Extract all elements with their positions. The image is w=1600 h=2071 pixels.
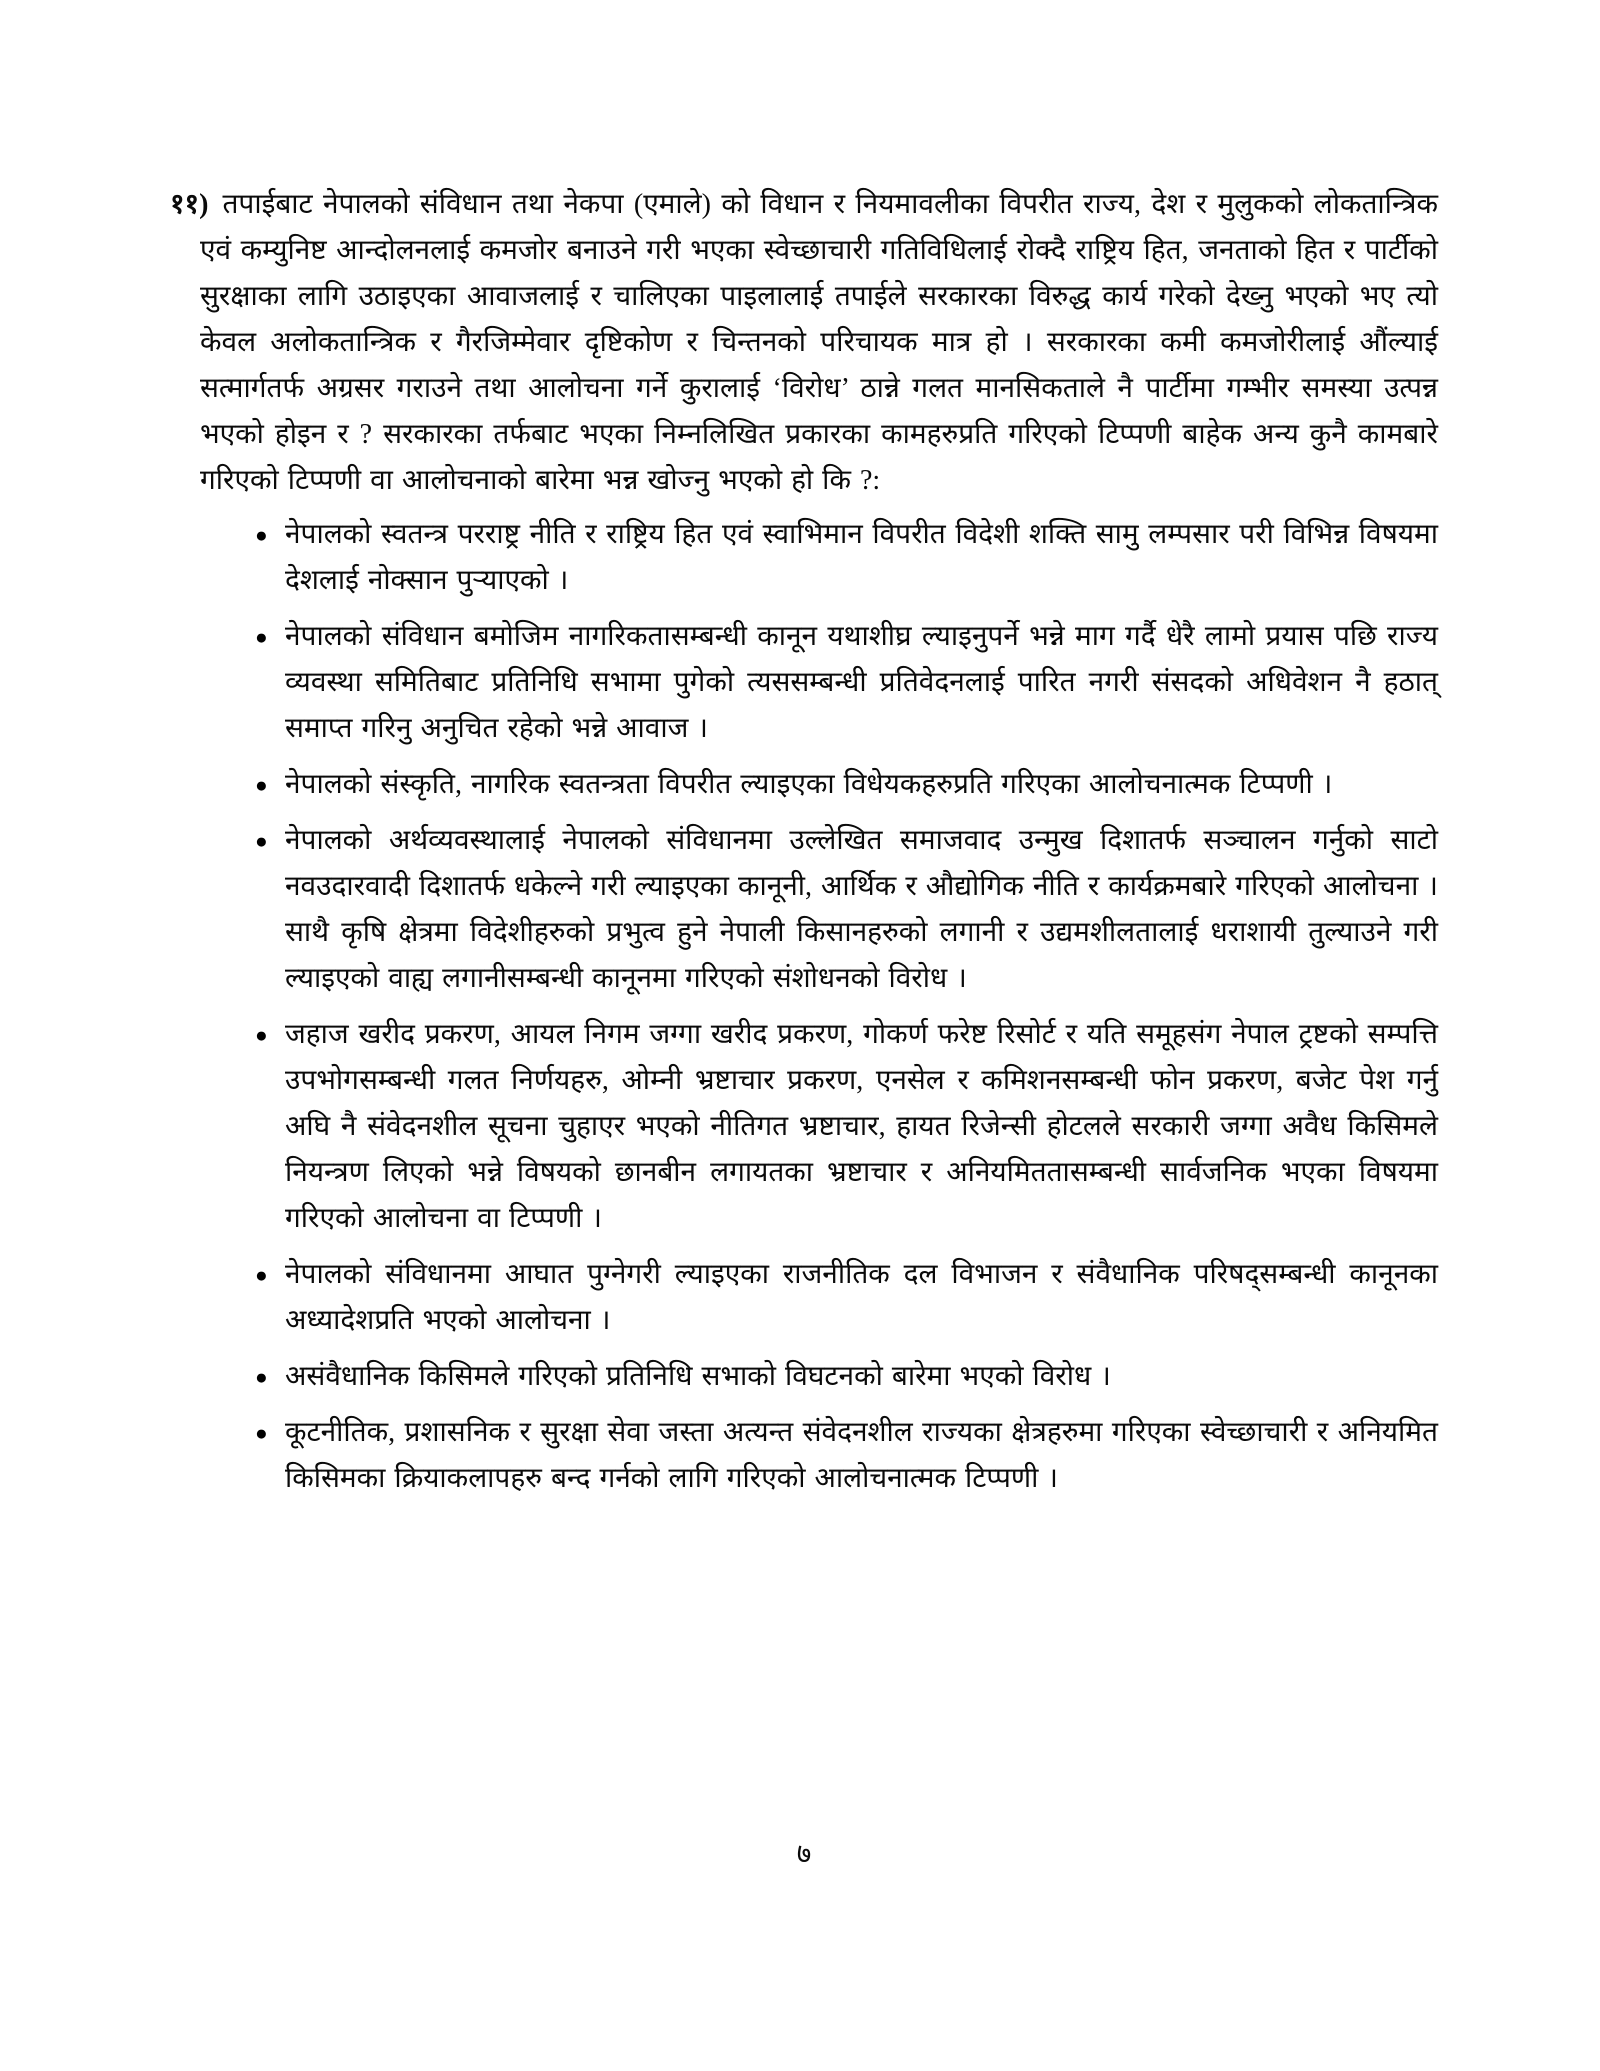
bullet-list	[170, 512, 1438, 1502]
item-number: ११)	[170, 189, 209, 220]
bullet-text: जहाज खरीद प्रकरण, आयल निगम जग्गा खरीद प्रकरण, गोकर्ण फरेष्ट रिसोर्ट र यति समूहसंग नेपाल ट्रष्टको सम्पत्ति उपभोगसम्बन्धी गलत निर्णयहरु, ओम्नी भ्रष्टाचार प्रकरण, एनसेल र कमिशनसम्बन्धी फोन प्रकरण, बजेट पेश गर्नु अघि नै संवेदनशील सूचना चुहाएर भएको नीतिगत भ्रष्टाचार, हायत रिजेन्सी होटलले सरकारी जग्गा अवैध किसिमले नियन्त्रण लिएको भन्ने विषयको छानबीन लगायतका भ्रष्टाचार र अनियमिततासम्बन्धी सार्वजनिक भएका विषयमा गरिएको आलोचना वा टिप्पणी ।	[285, 1019, 1438, 1234]
list-item	[255, 614, 1438, 752]
document-content	[170, 182, 1438, 1512]
list-item	[255, 1012, 1438, 1242]
bullet-icon: ●	[255, 829, 268, 853]
bullet-text: नेपालको संविधानमा आघात पुग्नेगरी ल्याइएका राजनीतिक दल विभाजन र संवैधानिक परिषद्सम्बन्धी कानूनका अध्यादेशप्रति भएको आलोचना ।	[285, 1259, 1438, 1336]
bullet-text: कूटनीतिक, प्रशासनिक र सुरक्षा सेवा जस्ता अत्यन्त संवेदनशील राज्यका क्षेत्रहरुमा गरिएका स्वेच्छाचारी र अनियमित किसिमका क्रियाकलापहरु बन्द गर्नको लागि गरिएको आलोचनात्मक टिप्पणी ।	[285, 1417, 1438, 1494]
bullet-icon: ●	[255, 1421, 268, 1445]
bullet-icon: ●	[255, 1263, 268, 1287]
list-item	[255, 1410, 1438, 1502]
list-item	[255, 1354, 1438, 1400]
bullet-icon: ●	[255, 625, 268, 649]
bullet-text: नेपालको अर्थव्यवस्थालाई नेपालको संविधानमा उल्लेखित समाजवाद उन्मुख दिशातर्फ सञ्चालन गर्नुको साटो नवउदारवादी दिशातर्फ धकेल्ने गरी ल्याइएका कानूनी, आर्थिक र औद्योगिक नीति र कार्यक्रमबारे गरिएको आलोचना । साथै कृषि क्षेत्रमा विदेशीहरुको प्रभुत्व हुने नेपाली किसानहरुको लगानी र उद्यमशीलतालाई धराशायी तुल्याउने गरी ल्याइएको वाह्य लगानीसम्बन्धी कानूनमा गरिएको संशोधनको विरोध ।	[285, 825, 1438, 994]
page-number: ७	[796, 1839, 812, 1870]
list-item	[255, 762, 1438, 808]
bullet-icon: ●	[255, 773, 268, 797]
bullet-icon: ●	[255, 1023, 268, 1047]
list-item	[255, 1252, 1438, 1344]
bullet-text: नेपालको स्वतन्त्र परराष्ट्र नीति र राष्ट्रिय हित एवं स्वाभिमान विपरीत विदेशी शक्ति सामु लम्पसार परी विभिन्न विषयमा देशलाई नोक्सान पुऱ्याएको ।	[285, 519, 1438, 596]
bullet-text: असंवैधानिक किसिमले गरिएको प्रतिनिधि सभाको विघटनको बारेमा भएको विरोध ।	[285, 1361, 1111, 1392]
numbered-paragraph	[170, 182, 1438, 504]
bullet-icon: ●	[255, 523, 268, 547]
bullet-icon: ●	[255, 1365, 268, 1389]
bullet-text: नेपालको संस्कृति, नागरिक स्वतन्त्रता विपरीत ल्याइएका विधेयकहरुप्रति गरिएका आलोचनात्मक टिप्पणी ।	[285, 769, 1333, 800]
list-item	[255, 512, 1438, 604]
list-item	[255, 818, 1438, 1002]
paragraph-text: तपाईबाट नेपालको संविधान तथा नेकपा (एमाले) को विधान र नियमावलीका विपरीत राज्य, देश र मुलुकको लोकतान्त्रिक एवं कम्युनिष्ट आन्दोलनलाई कमजोर बनाउने गरी भएका स्वेच्छाचारी गतिविधिलाई रोक्दै राष्ट्रिय हित, जनताको हित र पार्टीको सुरक्षाका लागि उठाइएका आवाजलाई र चालिएका पाइलालाई तपाईले सरकारका विरुद्ध कार्य गरेको देख्नु भएको भए त्यो केवल अलोकतान्त्रिक र गैरजिम्मेवार दृष्टिकोण र चिन्तनको परिचायक मात्र हो । सरकारका कमी कमजोरीलाई औंल्याई सत्मार्गतर्फ अग्रसर गराउने तथा आलोचना गर्ने कुरालाई ‘विरोध’ ठान्ने गलत मानसिकताले नै पार्टीमा गम्भीर समस्या उत्पन्न भएको होइन र ? सरकारका तर्फबाट भएका निम्नलिखित प्रकारका कामहरुप्रति गरिएको टिप्पणी बाहेक अन्य कुनै कामबारे गरिएको टिप्पणी वा आलोचनाको बारेमा भन्न खोज्नु भएको हो कि ?:	[200, 189, 1438, 496]
bullet-text: नेपालको संविधान बमोजिम नागरिकतासम्बन्धी कानून यथाशीघ्र ल्याइनुपर्ने भन्ने माग गर्दै धेरै लामो प्रयास पछि राज्य व्यवस्था समितिबाट प्रतिनिधि सभामा पुगेको त्यससम्बन्धी प्रतिवेदनलाई पारित नगरी संसदको अधिवेशन नै हठात् समाप्त गरिनु अनुचित रहेको भन्ने आवाज ।	[285, 621, 1438, 744]
